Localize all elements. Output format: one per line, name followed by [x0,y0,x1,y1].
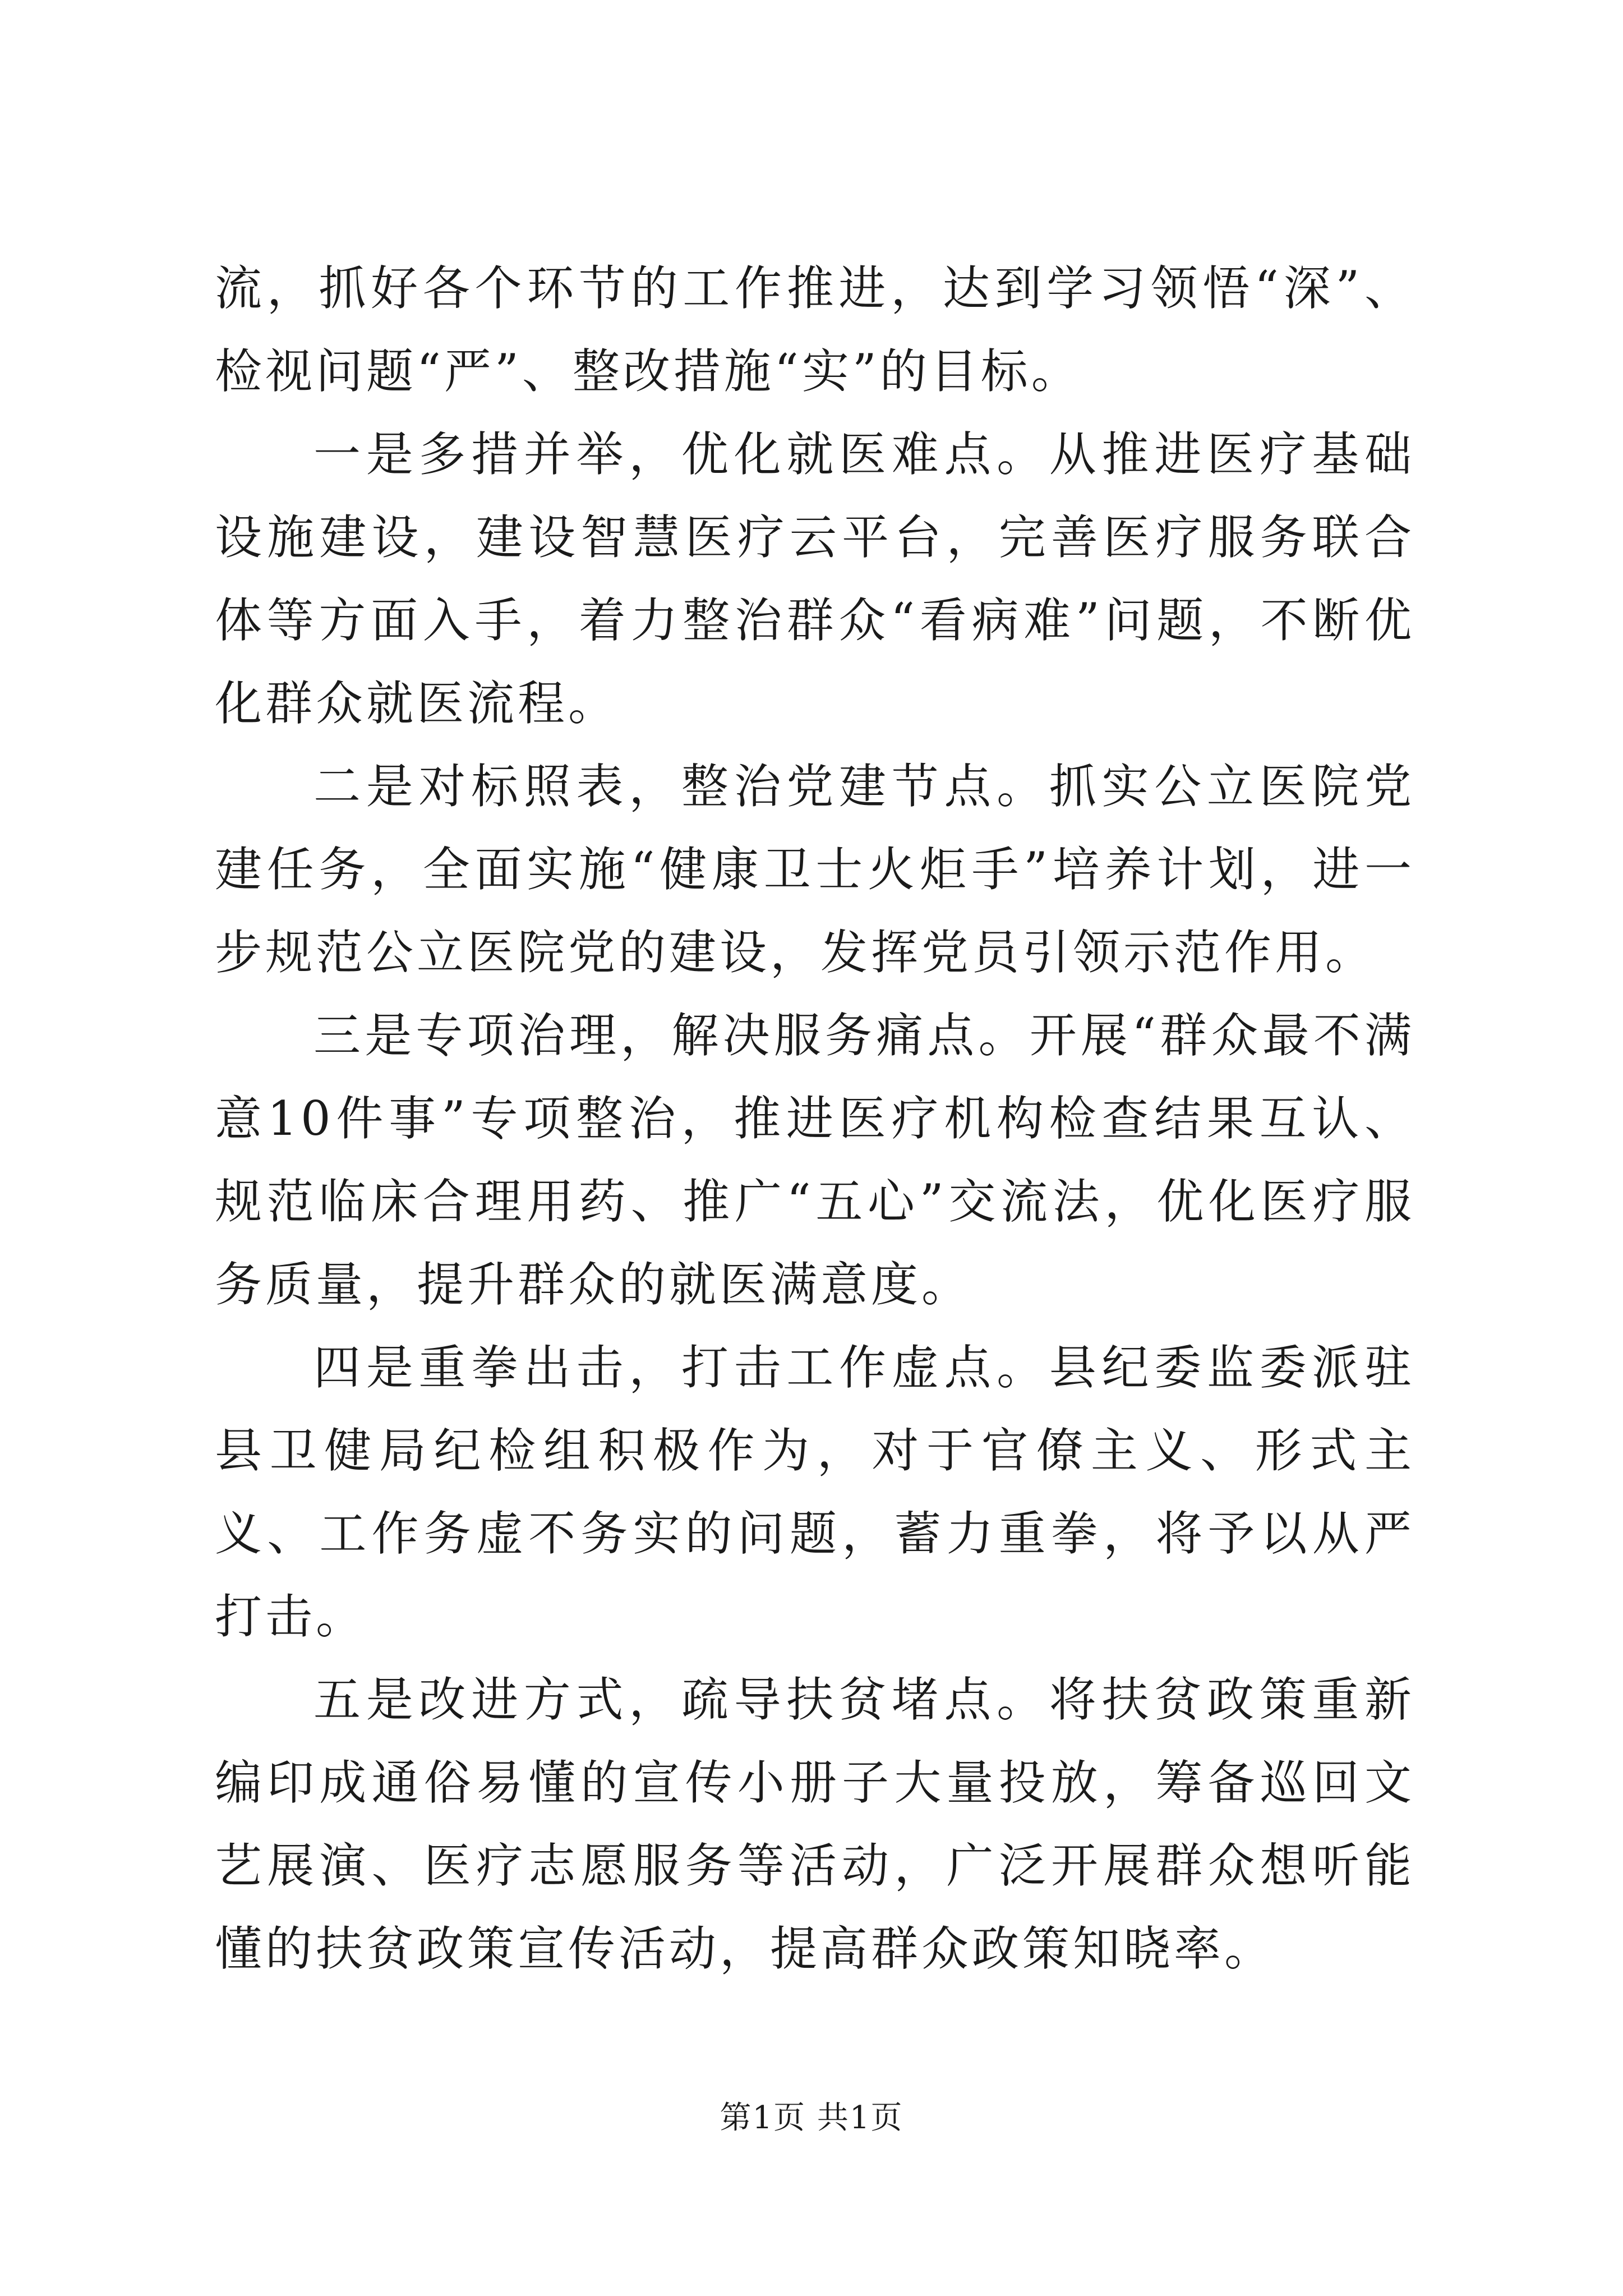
paragraph-continuation: 流，抓好各个环节的工作推进，达到学习领悟“深”、检视问题“严”、整改措施“实”的目标。 [215,261,1415,399]
paragraph-item-4: 四是重拳出击，打击工作虚点。县纪委监委派驻县卫健局纪检组积极作为，对于官僚主义、形式主义、工作务虚不务实的问题，蓄力重拳，将予以从严打击。 [215,1340,1415,1644]
paragraph-item-2: 二是对标照表，整治党建节点。抓实公立医院党建任务，全面实施“健康卫士火炬手”培养计划，进一步规范公立医院党的建设，发挥党员引领示范作用。 [215,759,1415,980]
paragraph-item-1: 一是多措并举，优化就医难点。从推进医疗基础设施建设，建设智慧医疗云平台，完善医疗服务联合体等方面入手，着力整治群众“看病难”问题，不断优化群众就医流程。 [215,427,1415,731]
document-body [215,247,1415,1990]
paragraph-item-3: 三是专项治理，解决服务痛点。开展“群众最不满意10件事”专项整治，推进医疗机构检查结果互认、规范临床合理用药、推广“五心”交流法，优化医疗服务质量，提升群众的就医满意度。 [215,1008,1415,1312]
page-number-footer: 第1页 共1页 [720,2100,903,2136]
paragraph-item-5: 五是改进方式，疏导扶贫堵点。将扶贫政策重新编印成通俗易懂的宣传小册子大量投放，筹备巡回文艺展演、医疗志愿服务等活动，广泛开展群众想听能懂的扶贫政策宣传活动，提高群众政策知晓率。 [215,1672,1415,1976]
